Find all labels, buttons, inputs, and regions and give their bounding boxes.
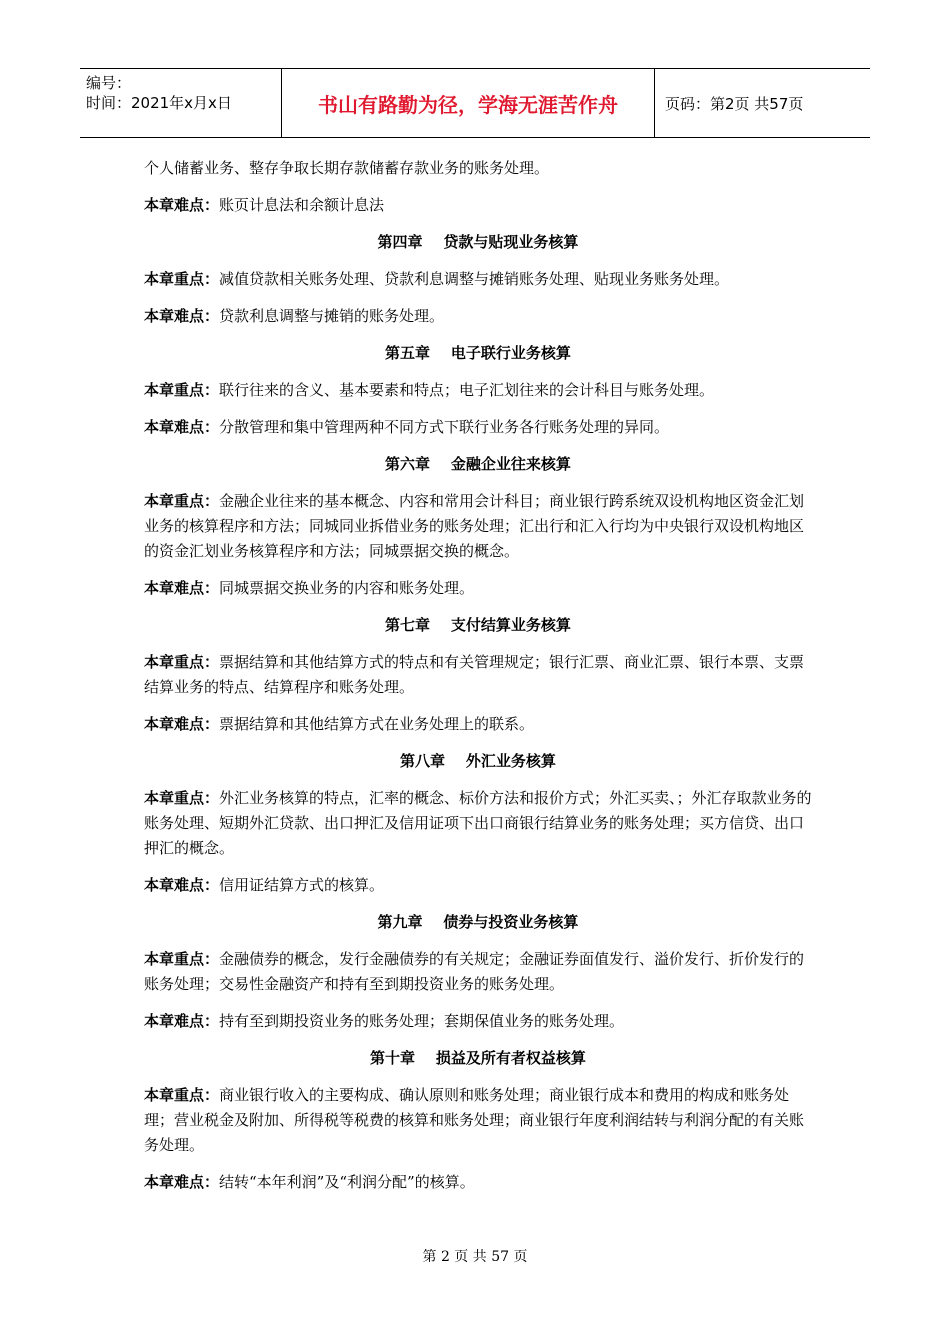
intro-paragraph: 个人储蓄业务、整存争取长期存款储蓄存款业务的账务处理。	[144, 159, 550, 177]
ch3-difficulty	[144, 193, 812, 218]
key-points-label: 本章重点：	[144, 381, 220, 399]
chapter-title: 第四章 贷款与贴现业务核算	[377, 233, 579, 251]
key-points-label: 本章重点：	[144, 492, 220, 510]
ch10-difficulty	[144, 1170, 812, 1195]
difficulty-text: 同城票据交换业务的内容和账务处理。	[219, 579, 475, 597]
key-points-text: 减值贷款相关账务处理、贷款利息调整与摊销账务处理、贴现业务账务处理。	[219, 270, 730, 288]
header-page-info: 页码：第2页 共57页	[665, 94, 804, 113]
key-points-text: 票据结算和其他结算方式的特点和有关管理规定；银行汇票、商业汇票、银行本票、支票结算业务的特点、结算程序和账务处理。	[144, 653, 805, 696]
ch10-key-points	[144, 1083, 812, 1158]
ch7-difficulty	[144, 712, 812, 737]
ch5-difficulty	[144, 415, 812, 440]
ch4-difficulty	[144, 304, 812, 329]
difficulty-label: 本章难点：	[144, 196, 220, 214]
header-meta	[80, 69, 282, 137]
header-motto: 书山有路勤为径，学海无涯苦作舟	[282, 69, 655, 137]
document-number-label: 编号：	[86, 74, 132, 92]
key-points-label: 本章重点：	[144, 270, 220, 288]
document-time-label: 时间：2021年x月x日	[86, 94, 232, 112]
key-points-label: 本章重点：	[144, 1086, 220, 1104]
chapter-title: 第八章 外汇业务核算	[400, 752, 556, 770]
difficulty-text: 票据结算和其他结算方式在业务处理上的联系。	[219, 715, 535, 733]
ch4-key-points	[144, 267, 812, 292]
difficulty-label: 本章难点：	[144, 307, 220, 325]
ch8-difficulty	[144, 873, 812, 898]
difficulty-text: 信用证结算方式的核算。	[219, 876, 385, 894]
difficulty-label: 本章难点：	[144, 418, 220, 436]
ch6-key-points	[144, 489, 812, 564]
difficulty-label: 本章难点：	[144, 876, 220, 894]
key-points-text: 金融债券的概念，发行金融债券的有关规定；金融证券面值发行、溢价发行、折价发行的账务处理；交易性金融资产和持有至到期投资业务的账务处理。	[144, 950, 805, 993]
difficulty-text: 分散管理和集中管理两种不同方式下联行业务各行账务处理的异同。	[219, 418, 670, 436]
chapter-title: 第五章 电子联行业务核算	[385, 344, 571, 362]
key-points-label: 本章重点：	[144, 950, 220, 968]
ch9-difficulty	[144, 1009, 812, 1034]
difficulty-text: 结转“本年利润”及“利润分配”的核算。	[219, 1173, 475, 1191]
difficulty-text: 贷款利息调整与摊销的账务处理。	[219, 307, 445, 325]
chapter-title: 第七章 支付结算业务核算	[385, 616, 571, 634]
ch9-key-points	[144, 947, 812, 997]
document-body	[144, 156, 812, 1207]
difficulty-text: 账页计息法和余额计息法	[219, 196, 385, 214]
page-header	[80, 68, 870, 138]
key-points-text: 外汇业务核算的特点，汇率的概念、标价方法和报价方式；外汇买卖、；外汇存取款业务的账务处理、短期外汇贷款、出口押汇及信用证项下出口商银行结算业务的账务处理；买方信贷、出口押汇的概念。	[144, 789, 812, 857]
ch7-key-points	[144, 650, 812, 700]
chapter-title: 第十章 损益及所有者权益核算	[370, 1049, 586, 1067]
ch5-key-points	[144, 378, 812, 403]
chapter-title: 第九章 债券与投资业务核算	[377, 913, 579, 931]
key-points-label: 本章重点：	[144, 653, 220, 671]
page-footer: 第 2 页 共 57 页	[422, 1249, 528, 1265]
difficulty-label: 本章难点：	[144, 715, 220, 733]
key-points-text: 商业银行收入的主要构成、确认原则和账务处理；商业银行成本和费用的构成和账务处理；营业税金及附加、所得税等税费的核算和账务处理；商业银行年度利润结转与利润分配的有关账务处理。	[144, 1086, 805, 1154]
difficulty-label: 本章难点：	[144, 1173, 220, 1191]
ch8-key-points	[144, 786, 812, 861]
key-points-text: 联行往来的含义、基本要素和特点；电子汇划往来的会计科目与账务处理。	[219, 381, 715, 399]
difficulty-label: 本章难点：	[144, 579, 220, 597]
difficulty-text: 持有至到期投资业务的账务处理；套期保值业务的账务处理。	[219, 1012, 625, 1030]
key-points-label: 本章重点：	[144, 789, 220, 807]
difficulty-label: 本章难点：	[144, 1012, 220, 1030]
key-points-text: 金融企业往来的基本概念、内容和常用会计科目；商业银行跨系统双设机构地区资金汇划业务的核算程序和方法；同城同业拆借业务的账务处理；汇出行和汇入行均为中央银行双设机构地区的资金汇划业务核算程序和方法；同城票据交换的概念。	[144, 492, 805, 560]
ch6-difficulty	[144, 576, 812, 601]
chapter-title: 第六章 金融企业往来核算	[385, 455, 571, 473]
